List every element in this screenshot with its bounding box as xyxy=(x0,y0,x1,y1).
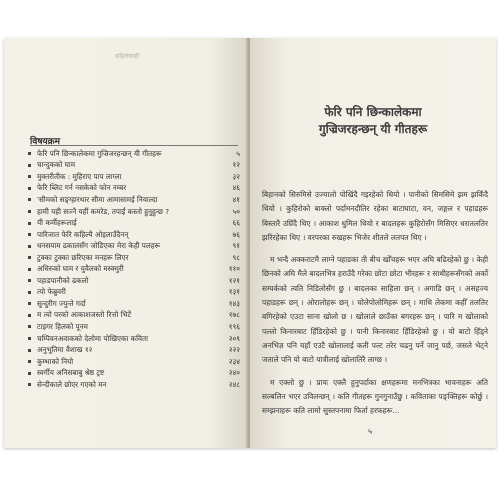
toc-item-title: 'सीमको सङ्ग्हारथार सीमा आमासामई नियाल्दा xyxy=(37,194,158,204)
bullet-icon xyxy=(28,325,31,328)
bullet-icon xyxy=(28,152,31,155)
toc-item-page: ४१ xyxy=(232,194,240,204)
bullet-icon xyxy=(28,187,31,190)
bullet-icon xyxy=(28,360,31,363)
bullet-icon xyxy=(28,245,31,248)
toc-item-page: ४६ xyxy=(232,183,240,193)
toc-item-title: हामी यही सज्नै यहीं कमरेड, तपाईं कस्तो हुनुहुन्छ ? xyxy=(37,206,170,216)
toc-title: विषयक्रम xyxy=(30,137,61,147)
bullet-icon xyxy=(28,256,31,259)
toc-item-page: १४३ xyxy=(228,298,240,308)
toc-item-title: फेरि पनि छिन्कालेकमा गुज्रिजरहन्छन् यी गीतहरू xyxy=(37,148,162,158)
toc-item-title: मुक्तरीतीक : मुहिराए पाप लाग्ला xyxy=(37,171,122,181)
toc-item-page: २३४ xyxy=(228,356,240,366)
toc-item xyxy=(26,333,240,345)
toc-item-title: फेरि ब्लिट गर्न नसकेको फोन नम्बर xyxy=(37,183,127,193)
toc-item xyxy=(26,183,240,195)
toc-item xyxy=(26,379,240,391)
running-head: कहिलेकाहीं xyxy=(114,53,140,60)
toc-item-title: कुम्भाको नियो xyxy=(37,356,74,366)
paragraph-3: म एक्लो छु । प्रायः एक्लै हुनुपर्दाका क्षणहरूमा मनभित्रका भावनाहरू अति सल्बलिन भएर उविलन्छन् । कति गीतहरू गुनगुनाउँछु । कविताका पङ्क्तिहरू कोर्छु । सम्झनाहरू कति लामो सुस्तपनामा फिर्ता हरफहरू... xyxy=(262,377,488,416)
paragraph-1: बिहानको सिरुमिसे उज्यालो पोखिंदै गइरहेको थियो । पानीको सिमसिमे झम झर्किंदै थियो । कुहिरोको बाक्लो पर्दामनदौतिर रहेका बाटाघाटा, वन, जङ्गल र पहाडहरू बिस्तारै उघ्रिँदै थिए । आकाश धुमिल थियो र बादलहरू कुहिरोसँग मिसिएर धरातलतिर झरिरहेका थिए । वरपरका रुखहरू भिजेर शीतले लतपत थिए । xyxy=(262,190,488,242)
toc-item-page: ७६ xyxy=(232,229,240,239)
toc-item-title: चम्पिवनअवाकको देलोमा पोखिएका कविता xyxy=(37,333,148,343)
toc-item xyxy=(26,356,240,368)
toc-item-title: धनसयाम ढकालसँग जोडिएका मेरा केही पलहरू xyxy=(37,241,161,251)
toc-item xyxy=(26,217,240,229)
toc-item xyxy=(26,321,240,333)
paragraph-2: म भन्दै अक्कराटमै लाग्ने पहाडका ती बीच खोँचहरू भएर अघि बढिरहेको छु । केही छिनको अघि मैले बादलभित्र हराउँदै गरेका छोटा छोटा भीरहरू र साथीहरूसँगको अर्को सम्पर्कको त्यति निडिलोसँग छु । बादलका साहिला छन् । अगाडि छन् । असहज्य पहाडहरू छन् । ओरालोहरू छन् । चोलेपोलोमिहरू छन् । माथि लेकमा कहीँ तलतिर बगिरहेको एउटा साना खोलो छ । खोलाले छाउँका बगरहरू छन् । पारि म खोलाको पल्लो किनारबाट हिँडिरहेको छु । पानी किनारबाट हिँडिरहेको छु । यो बाटो हिँड्ने अनभिज्ञ पनि यहाँ एउटै खोलालाई कती पल्ट तरेर चढनु पर्ने जानु पर्छ, जसले भेट्ने जताले पनि यो बाटो यात्रीलाई खोलातिरै लाग्छ । xyxy=(262,255,488,365)
toc-item-page: ३२ xyxy=(232,171,240,181)
toc-item-page: ९१ xyxy=(232,241,240,251)
toc-item-page: २४८ xyxy=(228,379,240,389)
toc-item xyxy=(26,171,240,183)
toc-item-title: यी कर्मीहरूलाई xyxy=(37,218,77,228)
bullet-icon xyxy=(28,349,31,352)
bullet-icon xyxy=(28,175,31,178)
bullet-icon xyxy=(28,302,31,305)
toc-item-page: २४० xyxy=(228,368,240,378)
toc-item-title: चान्दुकको घाम xyxy=(37,160,76,170)
toc-item-title: सुन्दुरीग ज्युन्ते गर्दा xyxy=(37,298,86,308)
page-number: ५ xyxy=(368,427,373,436)
bullet-icon xyxy=(28,268,31,271)
bullet-icon xyxy=(28,314,31,317)
toc-item-title: टाइगर हिलको पूनम xyxy=(37,321,88,331)
bullet-icon xyxy=(28,372,31,375)
toc-item xyxy=(26,160,240,172)
toc-item-title: अनुभूतिमा वैशाख १२ xyxy=(37,345,93,355)
toc-item-page: १२१ xyxy=(228,275,240,285)
bullet-icon xyxy=(28,337,31,340)
toc-item-page: १९६ xyxy=(228,321,240,331)
toc-item-page: १२ xyxy=(232,160,240,170)
toc-item xyxy=(26,344,240,356)
bullet-icon xyxy=(28,233,31,236)
toc-item-title: पहाडपानीको ढकलो xyxy=(37,275,89,285)
toc-item xyxy=(26,240,240,252)
toc-item-page: ५० xyxy=(232,206,240,216)
toc-item xyxy=(26,298,240,310)
bullet-icon xyxy=(28,210,31,213)
toc-item-page: २२२ xyxy=(228,345,240,355)
toc-item xyxy=(26,194,240,206)
bullet-icon xyxy=(28,291,31,294)
toc-divider xyxy=(30,145,238,146)
toc-item-title: सेन्दीकाले छोएर गएको मन xyxy=(37,379,107,389)
open-book xyxy=(4,38,496,448)
left-page xyxy=(4,38,248,448)
toc-item-title: पारिजात फेरि कहिल्यै ओइलाउँदैनन् xyxy=(37,229,129,239)
toc-item xyxy=(26,287,240,299)
table-of-contents xyxy=(26,148,240,390)
toc-item xyxy=(26,310,240,322)
right-page xyxy=(250,38,496,448)
toc-item-page: ६६ xyxy=(232,218,240,228)
toc-item-title: म त्यो परको आकाशजस्तो रित्तो भिटें xyxy=(37,310,132,320)
toc-item-page: १३१ xyxy=(228,287,240,297)
toc-item xyxy=(26,263,240,275)
toc-item-title: त्यो फेब्रुवरी xyxy=(37,287,66,297)
toc-item xyxy=(26,275,240,287)
toc-item-page: १७८ xyxy=(228,310,240,320)
toc-item xyxy=(26,206,240,218)
toc-item-page: ११० xyxy=(228,264,240,274)
toc-item-page: ५ xyxy=(236,148,240,158)
chapter-title-line-1: फेरि पनि छिन्कालेकमा xyxy=(324,105,422,119)
toc-item xyxy=(26,148,240,160)
toc-item-page: २०९ xyxy=(228,333,240,343)
bullet-icon xyxy=(28,279,31,282)
toc-item xyxy=(26,229,240,241)
bullet-icon xyxy=(28,222,31,225)
bullet-icon xyxy=(28,383,31,386)
toc-item-title: अधिरुको घाम र युवैलको मस्क्मुरी xyxy=(37,264,124,274)
chapter-title-line-2: गुज्रिजरहन्छन् यी गीतहरू xyxy=(318,122,428,136)
toc-item-page: ९८ xyxy=(232,252,240,262)
bullet-icon xyxy=(28,198,31,201)
toc-item xyxy=(26,252,240,264)
chapter-body xyxy=(262,188,488,418)
bullet-icon xyxy=(28,164,31,167)
toc-item xyxy=(26,367,240,379)
toc-item-title: स्वर्गीय अनिसबाबु श्रेष्ठ ट्रष्ट xyxy=(37,368,105,378)
toc-item-title: टुक्का टुक्का छरिएका मनहरू लिएर xyxy=(37,252,129,262)
